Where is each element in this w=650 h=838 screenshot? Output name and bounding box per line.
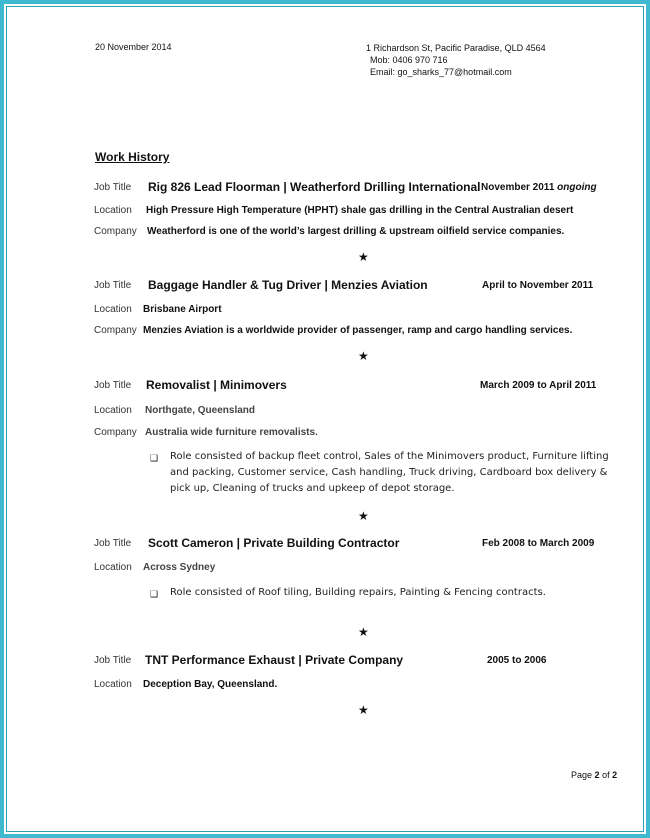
job-title-label: Job Title — [94, 380, 132, 391]
star-divider-icon: ★ — [358, 509, 369, 523]
address-line: 1 Richardson St, Pacific Paradise, QLD 4564 — [366, 43, 546, 53]
job-location: Brisbane Airport — [143, 304, 222, 315]
job-title-label: Job Title — [94, 538, 132, 549]
star-divider-icon: ★ — [358, 250, 369, 264]
job-description: Role consisted of backup fleet control, Sales of the Minimovers product, Furniture lifting and packing, Customer service, Cash handling, Truck driving, Cardboard box delivery & pick up, Cleaning of trucks and upkeep of depot storage. — [170, 451, 609, 494]
job-title: Rig 826 Lead Floorman | Weatherford Drilling International — [148, 180, 481, 194]
job-date-suffix: ongoing — [557, 182, 597, 193]
bullet-square-icon: ❑ — [150, 453, 159, 463]
job-title: Baggage Handler & Tug Driver | Menzies Aviation — [148, 278, 428, 292]
job-location: Deception Bay, Queensland. — [143, 679, 278, 690]
job-title-row — [0, 378, 650, 394]
job-title-row — [0, 278, 650, 294]
job-title-row — [0, 536, 650, 552]
job-title: Removalist | Minimovers — [146, 378, 287, 392]
location-label: Location — [94, 304, 132, 315]
location-label: Location — [94, 679, 132, 690]
company-label: Company — [94, 427, 137, 438]
job-title: TNT Performance Exhaust | Private Company — [145, 653, 404, 667]
page-number: Page 2 of 2 — [571, 770, 618, 780]
job-title-label: Job Title — [94, 655, 132, 666]
letter-date: 20 November 2014 — [95, 42, 172, 52]
bullet-square-icon: ❑ — [150, 589, 159, 599]
job-title-row — [0, 180, 650, 196]
job-location-row — [0, 677, 650, 693]
job-title: Scott Cameron | Private Building Contractor — [148, 536, 400, 550]
job-location-row — [0, 203, 650, 219]
job-company: Australia wide furniture removalists. — [145, 427, 318, 438]
star-divider-icon: ★ — [358, 349, 369, 363]
job-location-row — [0, 302, 650, 318]
location-label: Location — [94, 562, 132, 573]
job-date: 2005 to 2006 — [487, 655, 547, 666]
job-company-row — [0, 323, 650, 339]
company-label: Company — [94, 226, 137, 237]
job-location: High Pressure High Temperature (HPHT) shale gas drilling in the Central Australian desert — [146, 205, 574, 216]
job-company: Weatherford is one of the world’s largest drilling & upstream oilfield service companies. — [147, 226, 565, 237]
star-divider-icon: ★ — [358, 703, 369, 717]
job-title-label: Job Title — [94, 182, 132, 193]
company-label: Company — [94, 325, 137, 336]
job-date: November 2011 ongoing — [481, 182, 597, 193]
job-company-row — [0, 425, 650, 441]
section-title: Work History — [95, 150, 170, 164]
star-divider-icon: ★ — [358, 625, 369, 639]
job-title-label: Job Title — [94, 280, 132, 291]
job-company: Menzies Aviation is a worldwide provider of passenger, ramp and cargo handling services. — [143, 325, 573, 336]
job-description: Role consisted of Roof tiling, Building repairs, Painting & Fencing contracts. — [170, 587, 546, 598]
job-company-row — [0, 224, 650, 240]
contact-block — [366, 42, 546, 78]
job-date: March 2009 to April 2011 — [480, 380, 597, 391]
mobile-line: Mob: 0406 970 716 — [370, 55, 448, 65]
job-date: April to November 2011 — [482, 280, 594, 291]
location-label: Location — [94, 205, 132, 216]
email-line: Email: go_sharks_77@hotmail.com — [370, 67, 512, 77]
job-title-row — [0, 653, 650, 669]
job-location-row — [0, 403, 650, 419]
job-date: Feb 2008 to March 2009 — [482, 538, 595, 549]
job-location: Northgate, Queensland — [145, 405, 256, 416]
job-location-row — [0, 560, 650, 576]
job-location: Across Sydney — [143, 562, 216, 573]
location-label: Location — [94, 405, 132, 416]
